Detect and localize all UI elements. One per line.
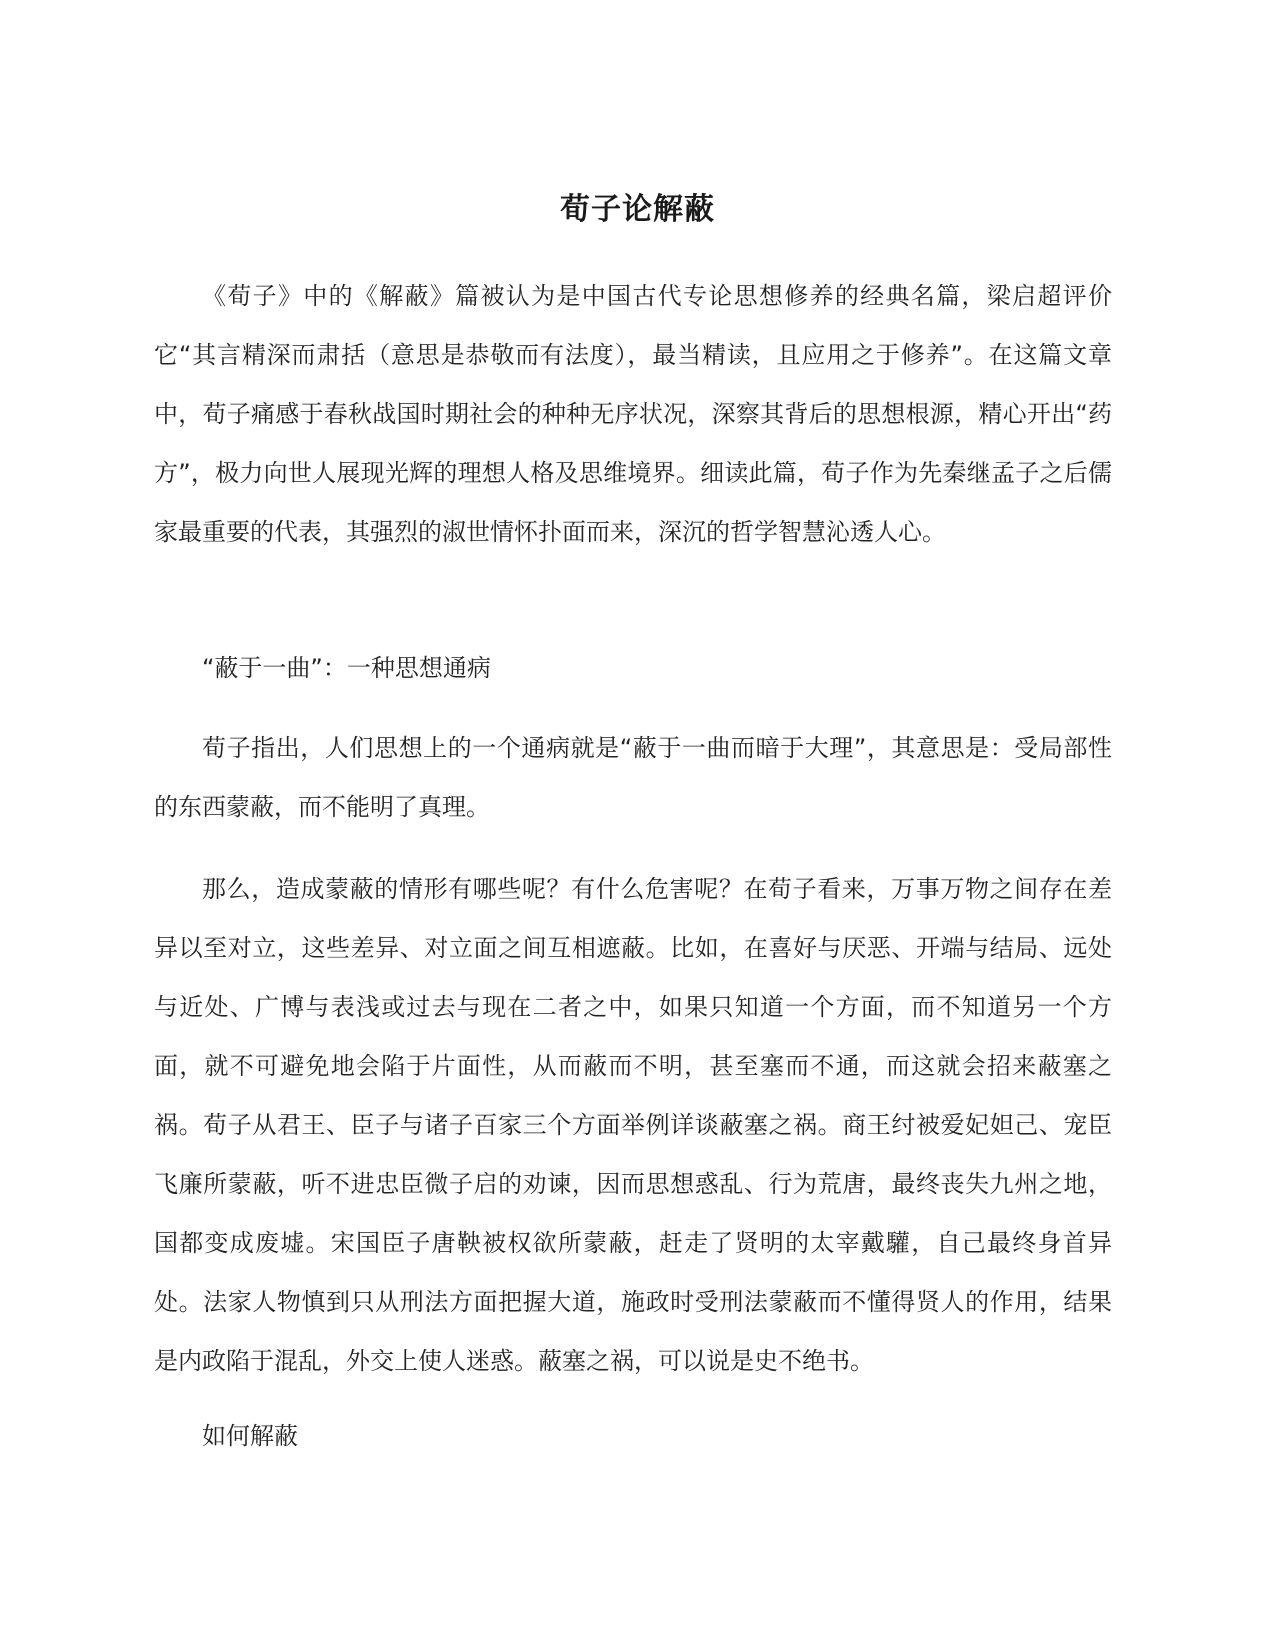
body-paragraph-2: 那么，造成蒙蔽的情形有哪些呢？有什么危害呢？在荀子看来，万事万物之间存在差异以至对立，这些差异、对立面之间互相遮蔽。比如，在喜好与厌恶、开端与结局、远处与近处、广博与表浅或过去与现在二者之中，如果只知道一个方面，而不知道另一个方面，就不可避免地会陷于片面性，从而蔽而不明，甚至塞而不通，而这就会招来蔽塞之祸。荀子从君王、臣子与诸子百家三个方面举例详谈蔽塞之祸。商王纣被爱妃妲己、宠臣飞廉所蒙蔽，听不进忠臣微子启的劝谏，因而思想惑乱、行为荒唐，最终丧失九州之地，国都变成废墟。宋国臣子唐鞅被权欲所蒙蔽，赶走了贤明的太宰戴驩，自己最终身首异处。法家人物慎到只从刑法方面把握大道，施政时受刑法蒙蔽而不懂得贤人的作用，结果是内政陷于混乱，外交上使人迷惑。蔽塞之祸，可以说是史不绝书。 xyxy=(154,875,1112,1375)
section-heading-remedy: 如何解蔽 xyxy=(202,1422,298,1450)
intro-paragraph: 《荀子》中的《解蔽》篇被认为是中国古代专论思想修养的经典名篇，梁启超评价它“其言精深而肃括（意思是恭敬而有法度），最当精读，且应用之于修养”。在这篇文章中，荀子痛感于春秋战国时期社会的种种无序状况，深察其背后的思想根源，精心开出“药方”，极力向世人展现光辉的理想人格及思维境界。细读此篇，荀子作为先秦继孟子之后儒家最重要的代表，其强烈的淑世情怀扑面而来，深沉的哲学智慧沁透人心。 xyxy=(154,282,1112,546)
section-heading-bias: “蔽于一曲”：一种思想通病 xyxy=(202,654,491,682)
document-title: 荀子论解蔽 xyxy=(560,192,715,227)
body-paragraph-1: 荀子指出，人们思想上的一个通病就是“蔽于一曲而暗于大理”，其意思是：受局部性的东西蒙蔽，而不能明了真理。 xyxy=(154,734,1112,821)
